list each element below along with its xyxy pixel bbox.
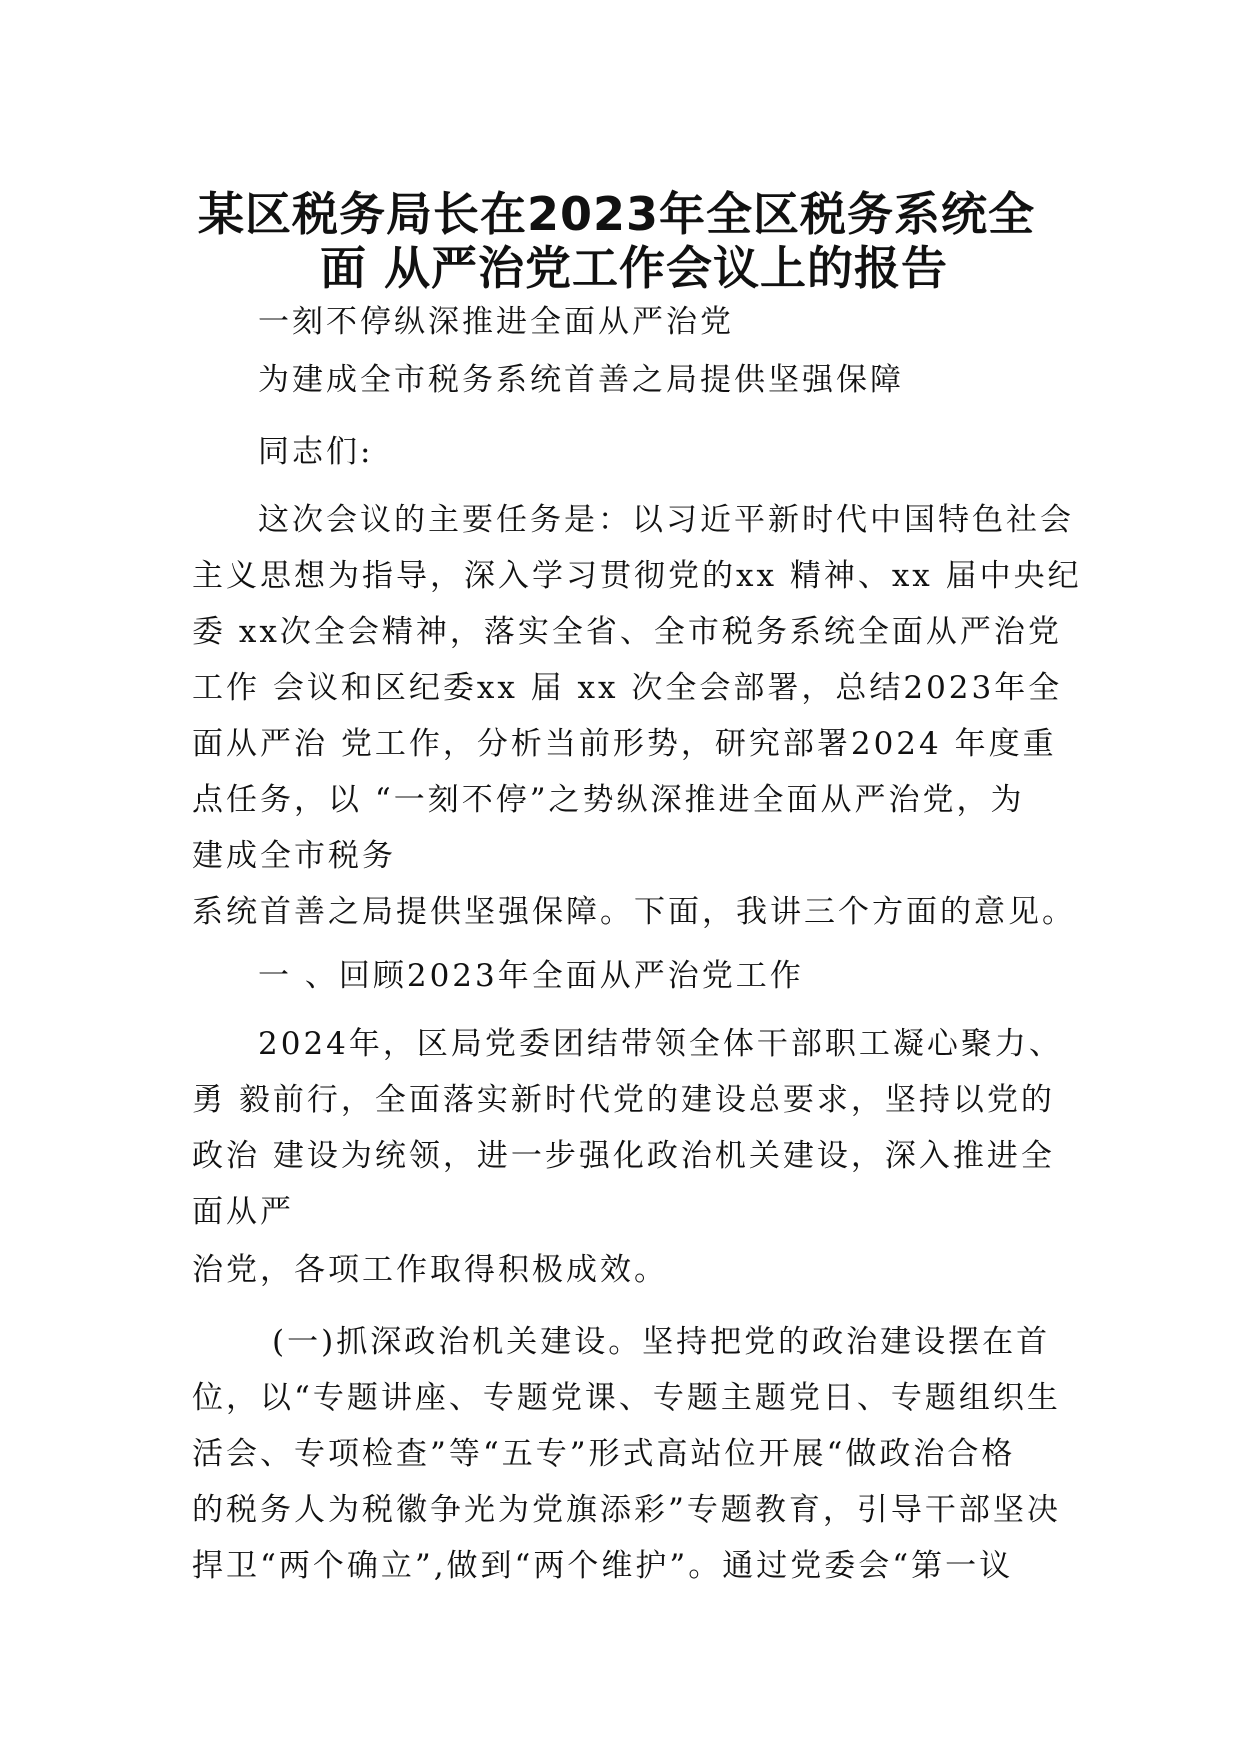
body-line: 点任务，以 “一刻不停”之势纵深推进全面从严治党，为 (192, 782, 1025, 818)
body-line: 治党，各项工作取得积极成效。 (192, 1252, 668, 1288)
subtitle-line-2: 为建成全市税务系统首善之局提供坚强保障 (258, 362, 904, 398)
body-line: 建成全市税务 (192, 838, 396, 874)
body-line: 活会、专项检查”等“五专”形式高站位开展“做政治合格 (192, 1436, 1016, 1472)
body-line: (一)抓深政治机关建设。坚持把党的政治建设摆在首 (272, 1324, 1051, 1360)
subtitle-line-1: 一刻不停纵深推进全面从严治党 (258, 304, 734, 340)
body-line: 系统首善之局提供坚强保障。下面，我讲三个方面的意见。 (192, 894, 1076, 930)
body-line: 面从严治 党工作，分析当前形势，研究部署2024 年度重 (192, 726, 1057, 762)
body-line: 政治 建设为统领，进一步强化政治机关建设，深入推进全 (192, 1138, 1055, 1174)
body-line: 位，以“专题讲座、专题党课、专题主题党日、专题组织生 (192, 1380, 1061, 1416)
document-title-line-1: 某区税务局长在2023年全区税务系统全 (198, 187, 1036, 241)
body-line: 捍卫“两个确立”,做到“两个维护”。通过党委会“第一议 (192, 1548, 1014, 1584)
body-line: 面从严 (192, 1194, 294, 1230)
body-line: 的税务人为税徽争光为党旗添彩”专题教育，引导干部坚决 (192, 1492, 1061, 1528)
body-line: 勇 毅前行，全面落实新时代党的建设总要求，坚持以党的 (192, 1082, 1055, 1118)
body-line: 2024年，区局党委团结带领全体干部职工凝心聚力、 (258, 1026, 1063, 1062)
body-line: 这次会议的主要任务是：以习近平新时代中国特色社会 (258, 502, 1074, 538)
document-title-line-2: 面 从严治党工作会议上的报告 (320, 241, 949, 295)
body-line: 委 xx次全会精神，落实全省、全市税务系统全面从严治党 (192, 614, 1062, 650)
section-heading: 一 、回顾2023年全面从严治党工作 (258, 958, 804, 994)
body-line: 工作 会议和区纪委xx 届 xx 次全会部署，总结2023年全 (192, 670, 1063, 706)
body-line: 主义思想为指导，深入学习贯彻党的xx 精神、xx 届中央纪 (192, 558, 1082, 594)
salutation: 同志们: (258, 434, 374, 470)
